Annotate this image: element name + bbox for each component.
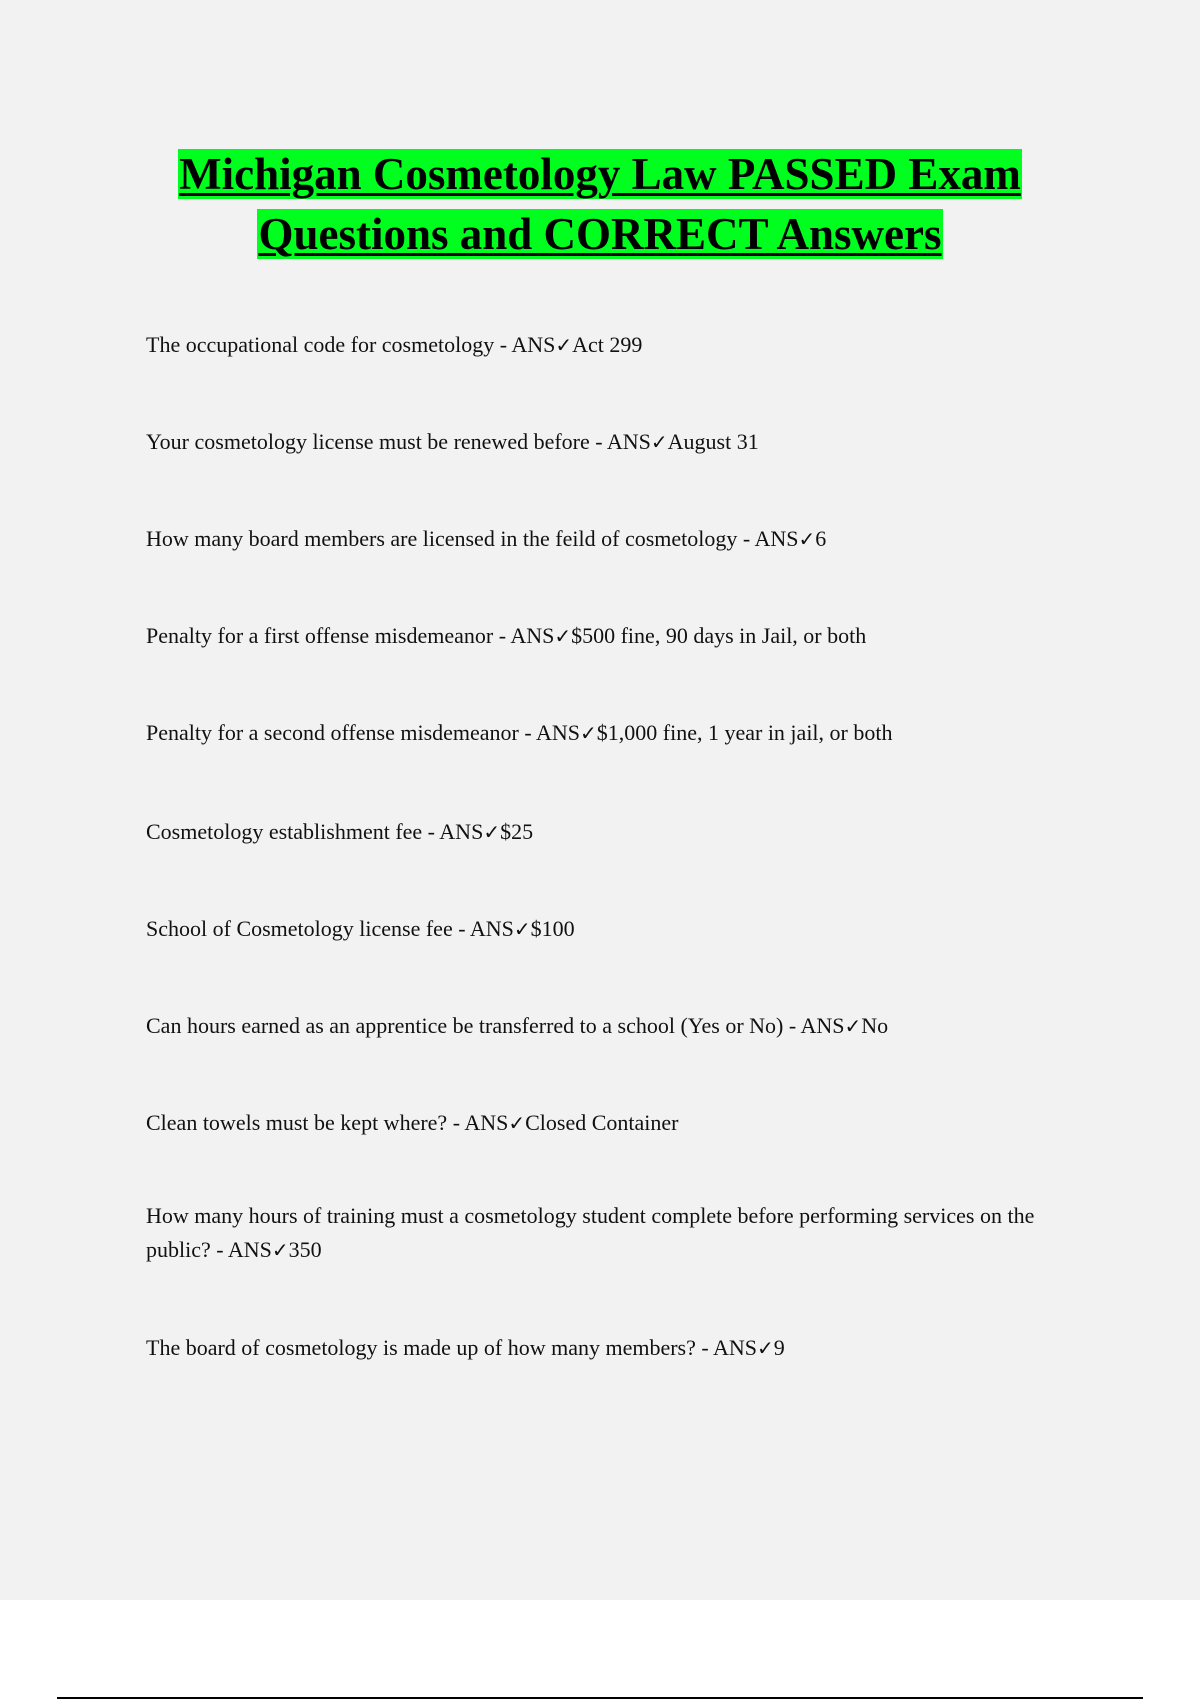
check-icon: ✓ (580, 721, 597, 745)
question-text: How many hours of training must a cosmetology student complete before performing services on the public? - (146, 1203, 1035, 1262)
answer-marker: ANS (464, 1110, 509, 1135)
answer-text: August 31 (667, 429, 759, 454)
qa-item-9 (146, 1106, 1096, 1140)
answer-text: 350 (288, 1237, 322, 1262)
question-text: Can hours earned as an apprentice be transferred to a school (Yes or No) - (146, 1013, 801, 1038)
answer-marker: ANS (439, 819, 484, 844)
answer-marker: ANS (511, 332, 556, 357)
question-text: How many board members are licensed in the feild of cosmetology - (146, 526, 755, 551)
answer-text: $25 (500, 819, 534, 844)
check-icon: ✓ (555, 333, 573, 357)
answer-text: Closed Container (525, 1110, 679, 1135)
answer-marker: ANS (510, 623, 555, 648)
answer-text: $500 fine, 90 days in Jail, or both (571, 623, 867, 648)
qa-item-2 (146, 425, 1096, 459)
check-icon: ✓ (844, 1014, 862, 1038)
check-icon: ✓ (508, 1111, 526, 1135)
answer-marker: ANS (227, 1237, 272, 1262)
answer-text: 6 (815, 526, 827, 551)
answer-text: 9 (773, 1335, 785, 1360)
title-line-1: Michigan Cosmetology Law PASSED Exam (179, 149, 1021, 199)
answer-text: $1,000 fine, 1 year in jail, or both (596, 720, 893, 745)
qa-item-3 (146, 522, 1096, 556)
check-icon: ✓ (554, 624, 572, 648)
page-title (0, 144, 1200, 264)
answer-marker: ANS (606, 429, 651, 454)
qa-item-4 (146, 619, 1096, 653)
check-icon: ✓ (271, 1238, 289, 1262)
answer-marker: ANS (754, 526, 799, 551)
question-text: Clean towels must be kept where? - (146, 1110, 465, 1135)
qa-item-11 (146, 1331, 1096, 1365)
answer-marker: ANS (469, 916, 514, 941)
qa-item-10 (146, 1199, 1096, 1267)
qa-item-7 (146, 912, 1096, 946)
answer-marker: ANS (712, 1335, 757, 1360)
check-icon: ✓ (757, 1336, 774, 1360)
answer-text: Act 299 (572, 332, 643, 357)
question-text: Penalty for a first offense misdemeanor - (146, 623, 511, 648)
title-line-2: Questions and CORRECT Answers (258, 209, 942, 259)
question-text: Cosmetology establishment fee - (146, 819, 440, 844)
check-icon: ✓ (650, 430, 668, 454)
qa-item-6 (146, 815, 1096, 849)
question-text: The occupational code for cosmetology - (146, 332, 512, 357)
question-text: School of Cosmetology license fee - (146, 916, 470, 941)
answer-text: No (861, 1013, 889, 1038)
check-icon: ✓ (483, 820, 501, 844)
answer-marker: ANS (535, 720, 580, 745)
question-text: Your cosmetology license must be renewed before - (146, 429, 607, 454)
qa-item-8 (146, 1009, 1096, 1043)
question-text: Penalty for a second offense misdemeanor - (146, 720, 536, 745)
footer-divider (57, 1697, 1143, 1699)
qa-item-5 (146, 716, 1096, 750)
check-icon: ✓ (798, 527, 816, 551)
answer-text: $100 (530, 916, 575, 941)
check-icon: ✓ (513, 917, 531, 941)
question-text: The board of cosmetology is made up of how many members? - (146, 1335, 713, 1360)
qa-item-1 (146, 328, 1096, 362)
answer-marker: ANS (800, 1013, 845, 1038)
